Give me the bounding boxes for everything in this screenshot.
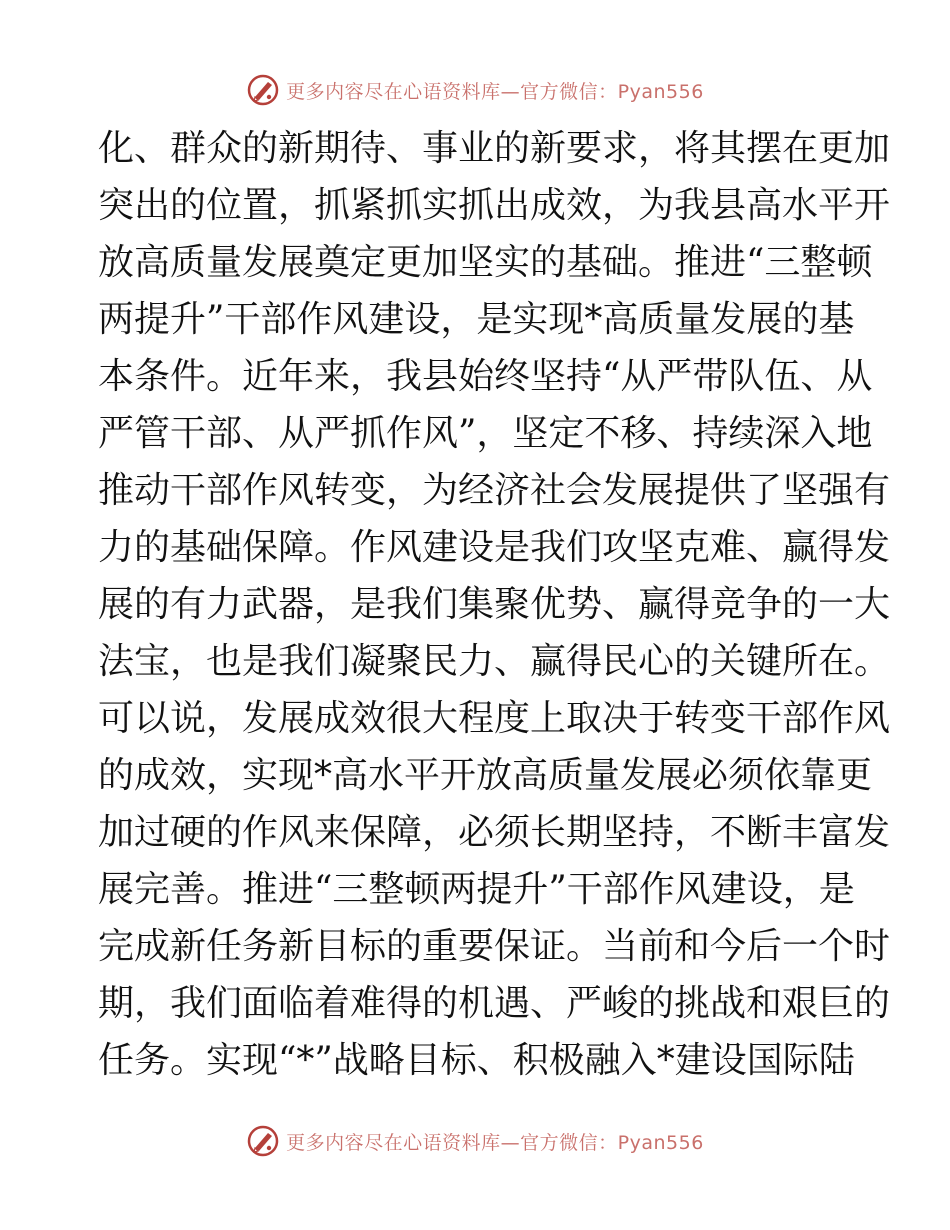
- text-line-12: 的成效，实现*高水平开放高质量发展必须依靠更: [98, 755, 873, 796]
- footer-banner: [0, 1121, 950, 1161]
- pen-circle-logo-icon: [246, 73, 280, 107]
- text-line-8: 力的基础保障。作风建设是我们攻坚克难、赢得发: [98, 527, 891, 568]
- text-line-17: 任务。实现“*”战略目标、积极融入*建设国际陆: [98, 1040, 855, 1081]
- header-banner: [0, 70, 950, 110]
- text-line-9: 展的有力武器，是我们集聚优势、赢得竞争的一大: [98, 584, 891, 625]
- document-body: [98, 120, 891, 1089]
- text-line-6: 严管干部、从严抓作风”，坚定不移、持续深入地: [98, 413, 873, 454]
- text-line-10: 法宝，也是我们凝聚民力、赢得民心的关键所在。: [98, 641, 891, 682]
- text-line-14: 展完善。推进“三整顿两提升”干部作风建设，是: [98, 869, 855, 910]
- text-line-15: 完成新任务新目标的重要保证。当前和今后一个时: [98, 926, 891, 967]
- text-line-1: 化、群众的新期待、事业的新要求，将其摆在更加: [98, 128, 891, 169]
- text-line-13: 加过硬的作风来保障，必须长期坚持，不断丰富发: [98, 812, 891, 853]
- text-line-2: 突出的位置，抓紧抓实抓出成效，为我县高水平开: [98, 185, 891, 226]
- header-banner-text: 更多内容尽在心语资料库—官方微信：Pyan556: [286, 80, 704, 103]
- text-line-3: 放高质量发展奠定更加坚实的基础。推进“三整顿: [98, 242, 873, 283]
- footer-banner-text: 更多内容尽在心语资料库—官方微信：Pyan556: [286, 1131, 704, 1154]
- text-line-7: 推动干部作风转变，为经济社会发展提供了坚强有: [98, 470, 891, 511]
- text-line-5: 本条件。近年来，我县始终坚持“从严带队伍、从: [98, 356, 873, 397]
- text-line-16: 期，我们面临着难得的机遇、严峻的挑战和艰巨的: [98, 983, 891, 1024]
- pen-circle-logo-icon: [246, 1124, 280, 1158]
- text-line-11: 可以说，发展成效很大程度上取决于转变干部作风: [98, 698, 891, 739]
- text-line-4: 两提升”干部作风建设，是实现*高质量发展的基: [98, 299, 855, 340]
